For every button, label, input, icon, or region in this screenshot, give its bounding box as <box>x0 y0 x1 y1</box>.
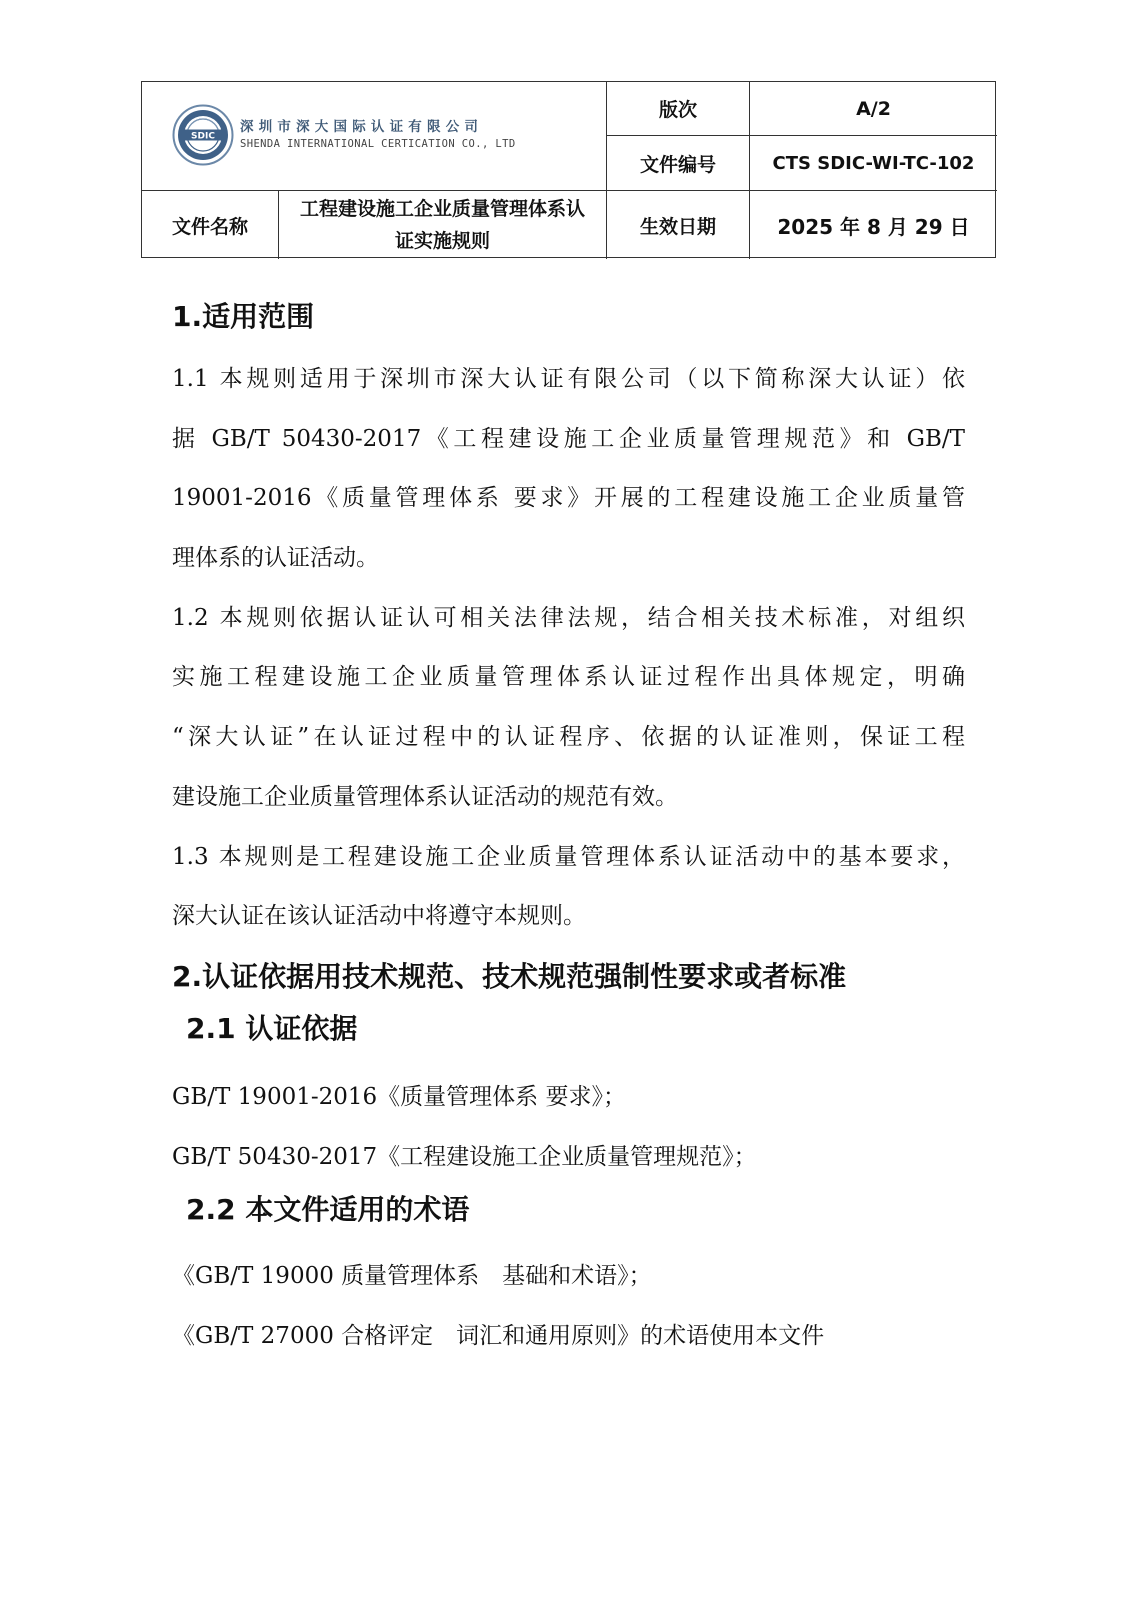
doc-name-line: 工程建设施工企业质量管理体系认 <box>299 198 585 220</box>
paragraph-line: 理体系的认证活动。 <box>172 545 379 571</box>
effective-date-label: 生效日期 <box>639 215 716 238</box>
document-header-table <box>141 81 996 258</box>
section-1-heading: 1.适用范围 <box>172 300 315 333</box>
section-2-heading: 2.认证依据用技术规范、技术规范强制性要求或者标准 <box>172 960 847 993</box>
standard-reference: GB/T 19001-2016《质量管理体系 要求》； <box>172 1084 626 1110</box>
company-logo <box>172 104 516 166</box>
section-2-1-heading: 2.1 认证依据 <box>186 1012 358 1045</box>
doc-name-label: 文件名称 <box>171 215 248 238</box>
emblem-label: SDIC <box>191 131 215 142</box>
paragraph-line: 19001-2016《质量管理体系 要求》开展的工程建设施工企业质量管 <box>172 485 965 511</box>
paragraph-line: “深大认证”在认证过程中的认证程序、依据的认证准则，保证工程 <box>172 724 965 750</box>
doc-name-value <box>279 191 606 259</box>
terminology-reference: 《GB/T 19000 质量管理体系 基础和术语》； <box>172 1263 652 1289</box>
paragraph-line: 1.1 本规则适用于深圳市深大认证有限公司（以下简称深大认证）依 <box>172 366 965 392</box>
paragraph-line: 据 GB/T 50430-2017《工程建设施工企业质量管理规范》和 GB/T <box>172 426 965 452</box>
company-name-en: SHENDA INTERNATIONAL CERTICATION CO., LTD <box>240 138 516 150</box>
paragraph-line: 建设施工企业质量管理体系认证活动的规范有效。 <box>172 784 678 810</box>
doc-name-line: 证实施规则 <box>394 230 490 252</box>
standard-reference: GB/T 50430-2017《工程建设施工企业质量管理规范》； <box>172 1144 757 1170</box>
paragraph-line: 实施工程建设施工企业质量管理体系认证过程作出具体规定，明确 <box>172 664 965 690</box>
paragraph-line: 1.3 本规则是工程建设施工企业质量管理体系认证活动中的基本要求， <box>172 844 965 870</box>
doc-number-value: CTS SDIC-WI-TC-102 <box>772 152 975 174</box>
sdic-emblem-icon <box>172 104 234 166</box>
version-value: A/2 <box>856 97 891 120</box>
paragraph-line: 1.2 本规则依据认证认可相关法律法规，结合相关技术标准，对组织 <box>172 605 965 631</box>
version-label: 版次 <box>658 99 697 121</box>
effective-date-value: 2025 年 8 月 29 日 <box>777 214 970 239</box>
terminology-reference: 《GB/T 27000 合格评定 词汇和通用原则》的术语使用本文件 <box>172 1323 825 1349</box>
company-name-cn: 深圳市深大国际认证有限公司 <box>240 119 484 135</box>
section-2-2-heading: 2.2 本文件适用的术语 <box>186 1193 470 1226</box>
doc-number-label: 文件编号 <box>639 153 716 176</box>
paragraph-line: 深大认证在该认证活动中将遵守本规则。 <box>172 903 586 929</box>
